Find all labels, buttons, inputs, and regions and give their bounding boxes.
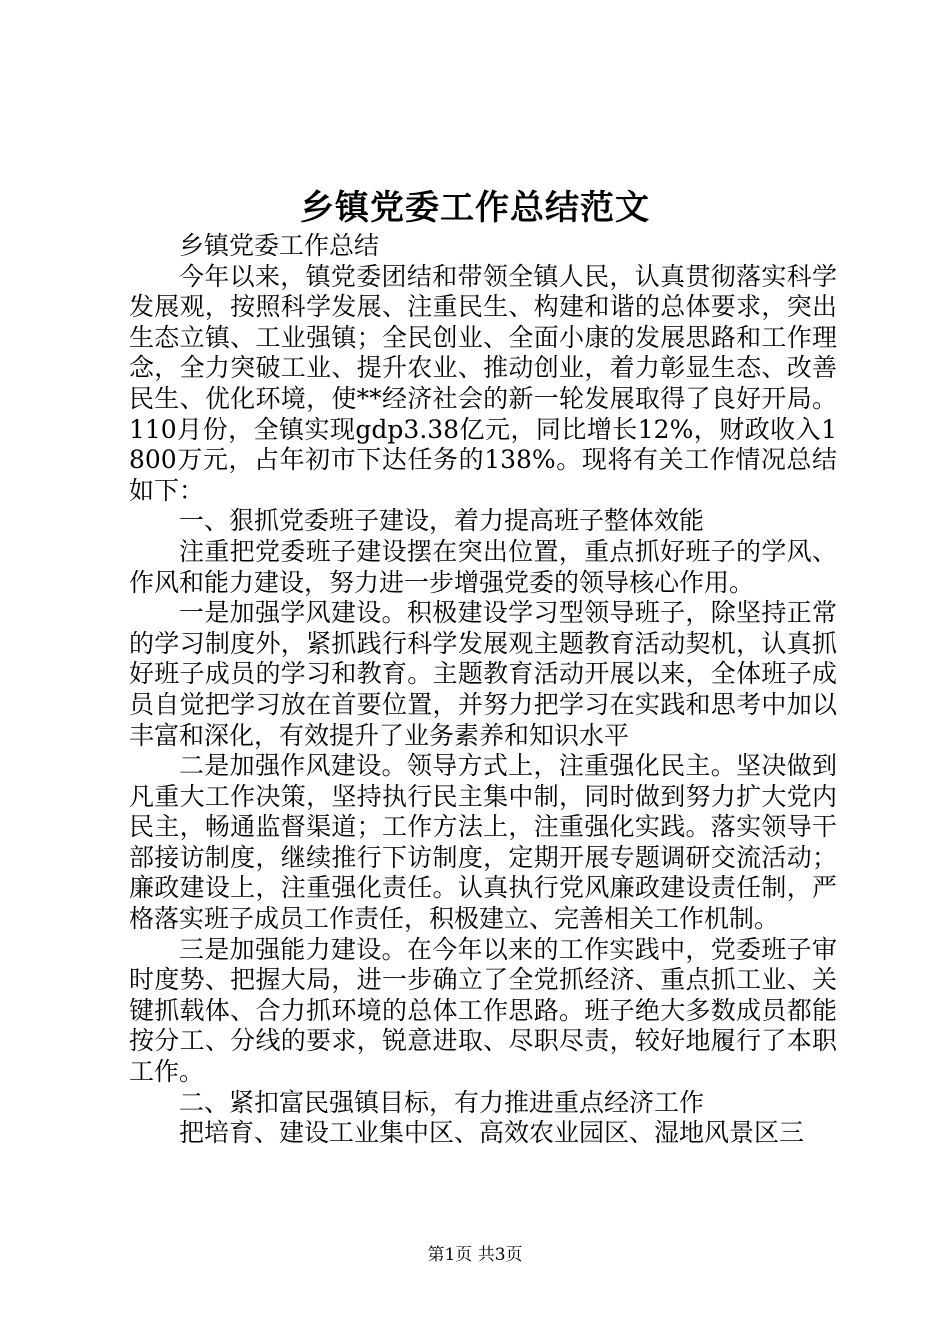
paragraph-intro: 今年以来，镇党委团结和带领全镇人民，认真贯彻落实科学发展观，按照科学发展、注重民生、构建和谐的总体要求，突出生态立镇、工业强镇；全民创业、全面小康的发展思路和工作理念，全力突破工业、提升农业、推动创业，着力彰显生态、改善民生、优化环境，使**经济社会的新一轮发展取得了良好开局。110月份，全镇实现gdp3.38亿元，同比增长12%，财政收入1800万元，占年初市下达任务的138%。现将有关工作情况总结如下：: [129, 261, 837, 505]
paragraph-section1-intro: 注重把党委班子建设摆在突出位置，重点抓好班子的学风、作风和能力建设，努力进一步增强党委的领导核心作用。: [129, 536, 837, 597]
section-heading-1: 一、狠抓党委班子建设，着力提高班子整体效能: [179, 506, 705, 536]
document-body: [129, 231, 837, 1149]
paragraph-work-style: 二是加强作风建设。领导方式上，注重强化民主。坚决做到凡重大工作决策，坚持执行民主集中制，同时做到努力扩大党内民主，畅通监督渠道；工作方法上，注重强化实践。落实领导干部接访制度，继续推行下访制度，定期开展专题调研交流活动；廉政建设上，注重强化责任。认真执行党风廉政建设责任制，严格落实班子成员工作责任，积极建立、完善相关工作机制。: [129, 751, 837, 934]
page-footer: 第1页 共3页: [427, 1245, 523, 1265]
paragraph-subtitle: 乡镇党委工作总结: [179, 231, 380, 260]
document-title: 乡镇党委工作总结范文: [300, 188, 650, 228]
paragraph-section2-intro: 把培育、建设工业集中区、高效农业园区、湿地风景区三: [179, 1118, 805, 1148]
paragraph-study-style: 一是加强学风建设。积极建设学习型领导班子，除坚持正常的学习制度外，紧抓践行科学发展观主题教育活动契机，认真抓好班子成员的学习和教育。主题教育活动开展以来，全体班子成员自觉把学习放在首要位置，并努力把学习在实践和思考中加以丰富和深化，有效提升了业务素养和知识水平: [129, 598, 837, 750]
section-heading-2: 二、紧扣富民强镇目标，有力推进重点经济工作: [179, 1087, 705, 1117]
paragraph-capability: 三是加强能力建设。在今年以来的工作实践中，党委班子审时度势、把握大局，进一步确立了全党抓经济、重点抓工业、关键抓载体、合力抓环境的总体工作思路。班子绝大多数成员都能按分工、分线的要求，锐意进取、尽职尽责，较好地履行了本职工作。: [129, 934, 837, 1087]
